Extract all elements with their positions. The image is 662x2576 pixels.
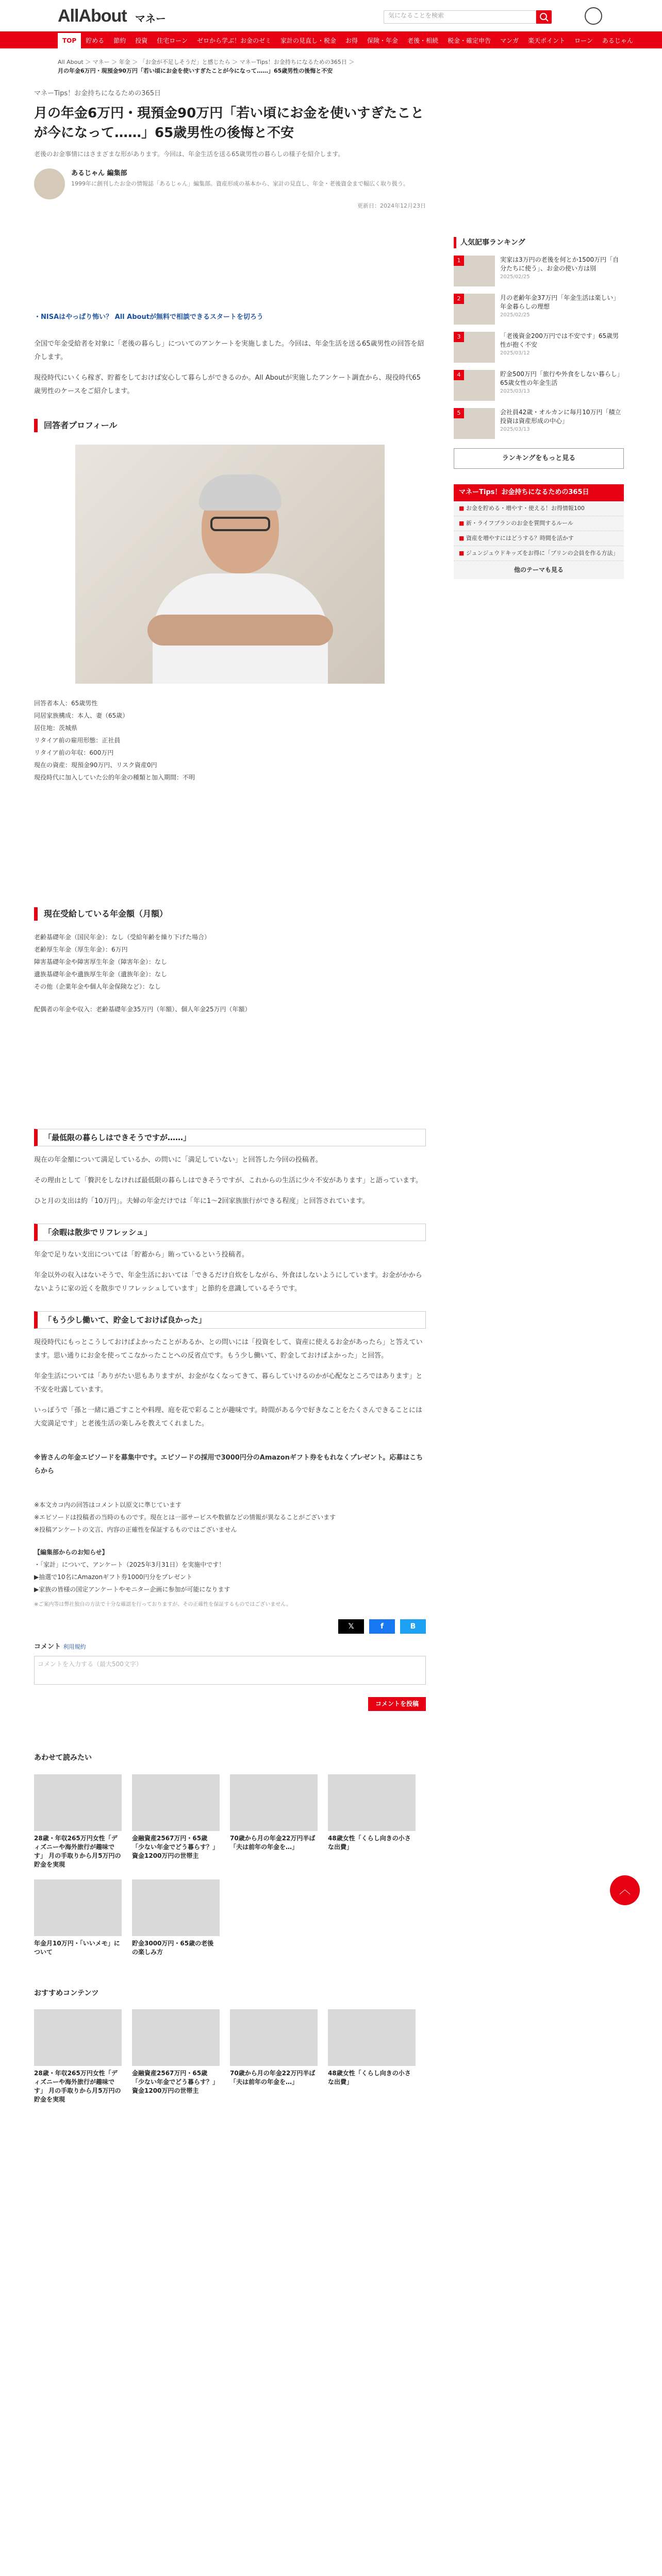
card-thumbnail [328,1774,416,1831]
ranking-title[interactable]: 貯金500万円「旅行や外食をしない暮らし」65歳女性の年金生活 [500,370,623,387]
ranking-item[interactable] [454,294,624,325]
recommend-grid [34,2009,426,2104]
profile-item: 居住地：茨城県 [34,724,78,732]
author-box [34,168,426,199]
related-card[interactable] [230,1774,318,1869]
nav-item[interactable]: 貯める [86,37,105,44]
card-thumbnail [328,2009,416,2066]
card-title[interactable]: 年金月10万円・「いいメモ」について [34,1939,120,1956]
card-title[interactable]: 70歳から月の年金22万円半ば「夫は前年の年金を…」 [230,2069,316,2086]
card-thumbnail [132,1774,220,1831]
series-label[interactable]: マネーTips！お金持ちになるための365日 [34,90,161,97]
article-lead: 老後のお金事情にはさまざまな形があります。今回は、年金生活を送る65歳男性の暮らしの様子を紹介します。 [34,150,344,158]
article [34,89,426,2104]
search-icon [536,10,552,24]
search-input[interactable]: 気になることを検索 [384,10,536,24]
contact-box [34,1546,426,1596]
nav-item[interactable]: ローン [574,37,593,44]
card-thumbnail [132,1879,220,1936]
ranking-title[interactable]: 月の老齢年金37万円「年金生活は楽しい」年金暮らしの理想 [500,294,620,311]
ranking-item[interactable] [454,256,624,286]
page-title: 月の年金6万円・現預金90万円「若い頃にお金を使いすぎたことが今になって……」65歳男性の後悔と不安 [34,105,424,141]
card-thumbnail [230,1774,318,1831]
ranking-item[interactable] [454,370,624,401]
card-title[interactable]: 28歳・年収265万円女性「ディズニーや海外旅行が趣味です」 月の手取りから月5万円の貯金を実現 [34,1834,121,1868]
site-header [0,0,662,33]
rank-number: 3 [454,332,464,342]
sec2-p2: 年金以外の収入はないそうで、年金生活においては「できるだけ自炊をしながら、外食はしないようにしています。お金がかからないように家の近くを散歩でリフレッシュしています」と節約を意識しているそうです。 [34,1272,422,1293]
related-card[interactable] [132,1879,220,1957]
section-heading-3: 「もう少し働いて、貯金しておけば良かった」 [34,1311,426,1329]
profile-list [34,697,426,784]
hatena-share-button[interactable]: B [400,1619,426,1634]
ranking-date: 2025/02/25 [500,274,530,280]
intro-text-2: 現役時代にいくら稼ぎ、貯蓄をしておけば安心して暮らしができるのか。All Aboutが実施したアンケート調査から、現役時代65歳男性のケースをご紹介します。 [34,374,421,396]
ranking-thumbnail [454,294,495,325]
sidebar [454,237,624,579]
ranking-heading: 人気記事ランキング [454,237,624,248]
tips-item[interactable]: ■ 資産を増やすにはどうする？時間を活かす [454,531,624,546]
nav-item[interactable]: TOP [58,33,81,48]
card-title[interactable]: 48歳女性「くらし向きの小さな出費」 [328,1834,411,1851]
section-heading-2: 「余暇は散歩でリフレッシュ」 [34,1224,426,1241]
related-card[interactable] [132,2009,220,2104]
update-date: 更新日：2024年12月23日 [357,202,426,209]
sec1-p1: 現在の年金額について満足しているか、の問いに「満足していない」と回答した今回の投稿者。 [34,1156,322,1164]
related-card[interactable] [328,2009,416,2104]
card-thumbnail [34,1774,122,1831]
card-title[interactable]: 金融資産2567万円・65歳「少ない年金でどう暮らす？」資金1200万円の世帯主 [132,2069,219,2094]
related-card[interactable] [230,2009,318,2104]
pension-item: 老齢厚生年金（厚生年金）：6万円 [34,946,128,954]
rank-number: 2 [454,294,464,304]
ranking-title[interactable]: 「老後資金200万円では不安です」65歳男性が抱く不安 [500,332,619,349]
tips-box [454,484,624,579]
ranking-thumbnail [454,332,495,363]
related-heading: あわせて読みたい [34,1754,92,1762]
profile-item: 回答者本人：65歳男性 [34,700,98,707]
comment-input[interactable]: コメントを入力する（最大500文字） [34,1656,426,1685]
nav-item[interactable]: 老後・相続 [407,37,439,44]
pension-heading: 現在受給している年金額（月額） [34,907,426,921]
ranking-title[interactable]: 会社員42歳・オルカンに毎月10万円「積立投資は資産形成の中心」 [500,409,621,425]
related-card[interactable] [132,1774,220,1869]
disclaimer: ※ご案内等は弊社独自の方法で十分な確認を行っておりますが、その正確性を保証するものではございません。 [34,1602,291,1608]
card-title[interactable]: 金融資産2567万円・65歳「少ない年金でどう暮らす？」資金1200万円の世帯主 [132,1834,219,1859]
comment-section [34,1642,426,1711]
sec1-p2: その理由として「贅沢をしなければ最低限の暮らしはできそうですが、これからの生活に少々不安があります」と語っています。 [34,1177,422,1185]
card-title[interactable]: 70歳から月の年金22万円半ば「夫は前年の年金を…」 [230,1834,316,1851]
logo-text: AllAbout [58,6,127,26]
nav-item[interactable]: お得 [345,37,358,44]
sec3-p1: 現役時代にもっとこうしておけばよかったことがあるか、との問いには「投資をして、資産に使えるお金があったら」と答えています。思い通りにお金を使ってこなかったことへの反省点です。もう少し働いて、貯金しておけばよかった」と回答。 [34,1338,423,1360]
nav-item[interactable]: 住宅ローン [157,37,188,44]
profile-item: リタイア前の年収：600万円 [34,749,114,757]
nav-item[interactable]: 投資 [135,37,148,44]
contact-line[interactable]: ・「家計」について、アンケート（2025年3月31日）を実施中です！ [34,1561,225,1569]
sec3-p2: 年金生活については「ありがたい思もありますが、お金がなくなってきて、暮らしていけるのかが心配なところではあります」と不安を吐露しています。 [34,1372,423,1394]
pension-item: 老齢基礎年金（国民年金）：なし（受給年齢を繰り下げた場合） [34,934,211,941]
ranking-thumbnail [454,370,495,401]
profile-photo [75,445,385,684]
ranking-thumbnail [454,256,495,286]
ranking-item[interactable] [454,408,624,439]
note-item: ※投稿アンケートの文言、内容の正確性を保証するものではございません [34,1526,237,1534]
author-desc: 1999年に創刊したお金の情報誌「あるじゃん」編集部。資産形成の基本から、家計の見直し、年金・老後資金まで幅広く取り扱う。 [71,180,409,187]
tips-item[interactable]: ■ 新・ライフプランのお金を質問するルール [454,516,624,531]
campaign-text[interactable]: ※皆さんの年金エピソードを募集中です。エピソードの採用で3000円分のAmazonギフト券をもれなくプレゼント。応募はこちらから [34,1454,423,1476]
ranking-date: 2025/02/25 [500,312,530,318]
pension-item: 障害基礎年金や障害厚生年金（障害年金）：なし [34,958,168,966]
related-card[interactable] [328,1774,416,1869]
contact-heading: 【編集部からのお知らせ】 [34,1549,108,1556]
spouse-text: 配偶者の年金や収入：老齢基礎年金35万円（年額）、個人年金25万円（年額） [34,1006,251,1013]
card-thumbnail [230,2009,318,2066]
ad-space [34,221,426,293]
rank-number: 5 [454,408,464,418]
rank-number: 1 [454,256,464,266]
user-icon[interactable] [585,7,602,25]
chevron-up-icon: ︿ [619,1884,631,1896]
nav-item[interactable]: 節約 [113,37,126,44]
note-item: ※本文カコ内の回答はコメント以原文に準じています [34,1501,182,1509]
related-card[interactable] [34,1774,122,1869]
profile-item: 現在の資産：現預金90万円、リスク資産0円 [34,761,157,769]
contact-line: ▶抽選で10名にAmazonギフト券1000円分をプレゼント [34,1573,193,1581]
scroll-top-button[interactable] [610,1875,640,1905]
profile-item: リタイア前の雇用形態：正社員 [34,737,121,744]
recommend-heading: おすすめコンテンツ [34,1989,99,1997]
author-name[interactable]: あるじゃん 編集部 [71,169,127,177]
search-button[interactable] [536,10,552,24]
nav-item[interactable]: 楽天ポイント [528,37,566,44]
card-thumbnail [34,1879,122,1936]
note-item: ※エピソードは投稿者の当時のものです。現在とは一部サービスや数値などの情報が異なることがございます [34,1514,336,1521]
pension-item: 遺族基礎年金や遺族厚生年金（遺族年金）：なし [34,971,168,978]
facebook-share-button[interactable]: f [369,1619,395,1634]
ranking-more-button[interactable]: ランキングをもっと見る [454,448,624,469]
nav-item[interactable]: マンガ [500,37,519,44]
related-grid [34,1774,426,1957]
terms-link[interactable]: 利用規約 [63,1643,86,1651]
tips-heading: マネーTips！お金持ちになるための365日 [454,484,624,501]
nisa-link[interactable]: ・NISAはやっぱり怖い？ All Aboutが無料で相談できるスタートを切ろう [34,313,263,321]
card-thumbnail [34,2009,122,2066]
card-title[interactable]: 48歳女性「くらし向きの小さな出費」 [328,2069,411,2086]
allabout-logo[interactable] [58,6,127,26]
card-title[interactable]: 28歳・年収265万円女性「ディズニーや海外旅行が趣味です」 月の手取りから月5万円の貯金を実現 [34,2069,121,2103]
sec1-p3: ひと月の支出は約「10万円」。夫婦の年金だけでは「年に1～2回家族旅行ができる程度」と回答されています。 [34,1197,369,1206]
pension-list [34,931,426,993]
nav-item[interactable]: あるじゃん [602,37,633,44]
site-name[interactable]: マネー [135,12,166,25]
comment-submit-button[interactable]: コメントを投稿 [368,1697,426,1711]
related-card[interactable] [34,2009,122,2104]
sec2-p1: 年金で足りない支出については「貯蓄から」賄っているという投稿者。 [34,1251,249,1259]
card-thumbnail [132,2009,220,2066]
ranking-date: 2025/03/13 [500,427,530,433]
profile-heading: 回答者プロフィール [34,419,426,432]
profile-item: 同居家族構成：本人、妻（65歳） [34,712,129,720]
global-nav [0,33,662,48]
rank-number: 4 [454,370,464,380]
nav-item[interactable]: 税金・確定申告 [448,37,491,44]
sec3-p3: いっぽうで「孫と一緒に過ごすことや料理、庭を花で彩ることが趣味です。時間がある今で好きなことをたくさんできることには大変満足です」と老後生活の楽しみを教えてくれました。 [34,1406,422,1428]
related-card[interactable] [34,1879,122,1957]
intro-text: 全国で年金受給者を対象に「老後の暮らし」についてのアンケートを実施しました。今回は、年金生活を送る65歳男性の回答を紹介します。 [34,340,424,362]
notes-list [34,1499,426,1536]
ranking-date: 2025/03/13 [500,388,530,395]
x-share-button[interactable]: 𝕏 [338,1619,364,1634]
nav-item[interactable]: 保険・年金 [367,37,399,44]
ranking-date: 2025/03/12 [500,350,530,357]
tips-item[interactable]: ■ お金を貯める・増やす・使える！お得情報100 [454,501,624,516]
breadcrumb [58,58,429,75]
ranking-title[interactable]: 実家は3万円の老後を何とか1500万円「自分たちに使う」、お金の使い方は別 [500,256,619,273]
breadcrumb-path[interactable]: All About ＞ マネー ＞ 年金 ＞ 「お金が不足しそうだ」と感じたら ＞ マネーTips！お金持ちになるための365日 ＞ [58,59,355,65]
comment-title: コメント [34,1643,61,1651]
pension-item: その他（企業年金や個人年金保険など）：なし [34,983,161,991]
tips-item[interactable]: ■ ジュンジュウドキッズをお得に「プリンの会員を作る方法」 [454,546,624,561]
share-buttons [34,1619,426,1634]
ranking-item[interactable] [454,332,624,363]
contact-line: ▶家族の皆様の国定アンケートやモニター企画に参加が可能になります [34,1586,230,1594]
avatar [34,168,65,199]
nav-item[interactable]: ゼロから学ぶ！お金のゼミ [197,37,272,44]
nav-item[interactable]: 家計の見直し・税金 [280,37,337,44]
card-title[interactable]: 貯金3000万円・65歳の老後の楽しみ方 [132,1939,214,1956]
ranking-thumbnail [454,408,495,439]
breadcrumb-current: 月の年金6万円・現預金90万円「若い頃にお金を使いすぎたことが今になって……」65歳男性の後悔と不安 [58,67,333,74]
profile-item: 現役時代に加入していた公的年金の種類と加入期間：不明 [34,774,195,782]
section-heading-1: 「最低限の暮らしはできそうですが……」 [34,1129,426,1146]
tips-more-link[interactable]: 他のテーマも見る [514,566,564,574]
